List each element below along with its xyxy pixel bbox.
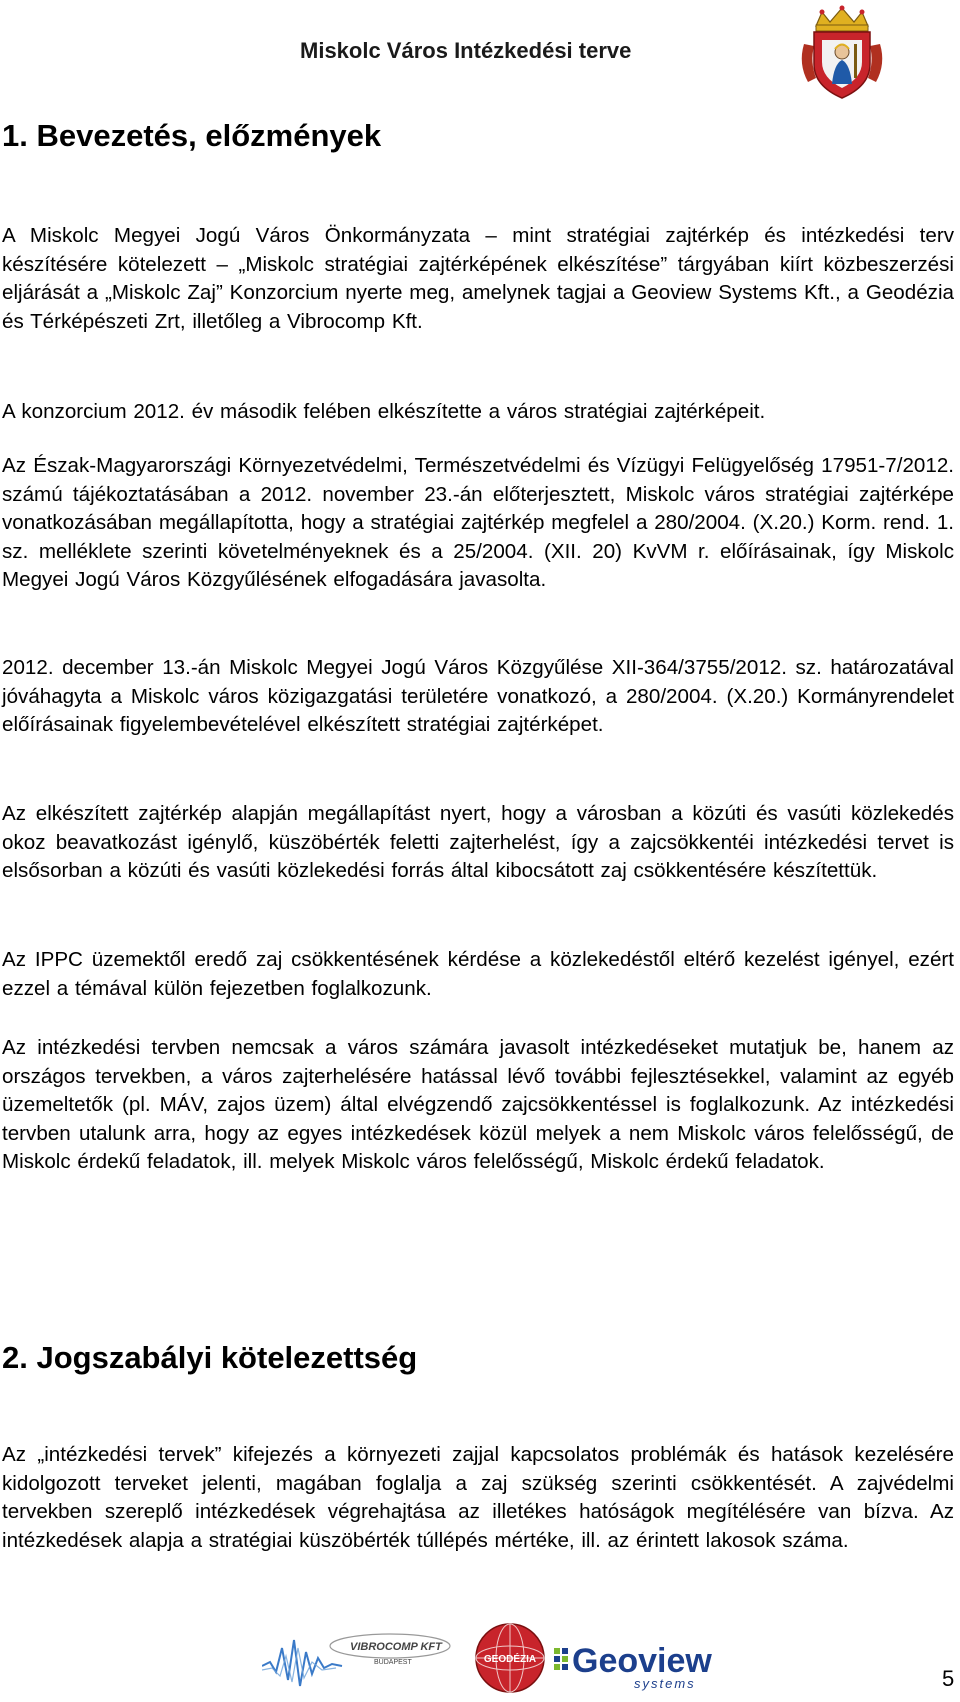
header-title: Miskolc Város Intézkedési terve [300, 38, 632, 63]
paragraph: A konzorcium 2012. év második felében elkészítette a város stratégiai zajtérképeit. [2, 400, 766, 423]
geodezia-logo-icon [476, 1624, 544, 1692]
paragraph: Az elkészített zajtérkép alapján megállapítást nyert, hogy a városban a közúti és vasúti közlekedés okoz beavatkozást igénylő, küszöbérték feletti zajterhelést, így a zajcsökkentéi intézkedési tervet is elsősorban a közúti és vasúti közlekedési forrás által kibocsátott zaj csökkentésére készítettük. [2, 802, 954, 883]
svg-text:GEODÉZIA: GEODÉZIA [483, 1654, 537, 1665]
paragraph: Az intézkedési tervben nemcsak a város számára javasolt intézkedéseket mutatjuk be, hanem az országos tervekben, a város zajterhelésére hatással lévő további fejlesztésekkel, valamint az egyéb üzemeltetők (pl. MÁV, zajos üzem) által elvégzendő zajcsökkentéssel is foglalkozunk. Az intézkedési tervben utalunk arra, hogy az egyes intézkedések közül melyek a nem Miskolc város felelősségű, de Miskolc érdekű feladatok, ill. melyek Miskolc város felelősségű, Miskolc érdekű feladatok. [2, 1036, 954, 1174]
svg-text:BUDAPEST: BUDAPEST [374, 1659, 412, 1666]
paragraph: A Miskolc Megyei Jogú Város Önkormányzata – mint stratégiai zajtérkép és intézkedési terv készítésére kötelezett – „Miskolc stratégiai zajtérképének elkészítése” tárgyában kiírt közbeszerzési eljárását a „Miskolc Zaj” Konzorcium nyerte meg, amelynek tagjai a Geoview Systems Kft., a Geodézia és Térképészeti Zrt, illetőleg a Vibrocomp Kft. [2, 224, 954, 333]
svg-text:Geoview: Geoview [572, 1642, 712, 1680]
vibrocomp-logo-icon [262, 1634, 450, 1686]
paragraph: Az Észak-Magyarországi Környezetvédelmi, Természetvédelmi és Vízügyi Felügyelőség 17951-7/2012. számú tájékoztatásában a 2012. november 23.-án előterjesztett, Miskolc város stratégiai zajtérképe vonatkozásában megállapította, hogy a stratégiai zajtérkép megfelel a 280/2004. (X.20.) Korm. rend. 1. sz. melléklete szerinti követelményeknek és a 25/2004. (XII. 20) KvVM r. előírásainak, így Miskolc Megyei Jogú Város Közgyűlésének elfogadására javasolta. [2, 454, 954, 592]
paragraph: Az „intézkedési tervek” kifejezés a környezeti zajjal kapcsolatos problémák és hatások kezelésére kidolgozott terveket jelenti, magában foglalja a zaj szükség szerinti csökkentését. A zajvédelmi tervekben szereplő intézkedések végrehajtása az illetékes hatóságok megítélésére van bízva. Az intézkedések alapja a stratégiai küszöbérték túllépés mértéke, ill. az érintett lakosok száma. [2, 1443, 954, 1552]
page-number: 5 [942, 1666, 955, 1691]
section-heading-legal-obligation: 2. Jogszabályi kötelezettség [2, 1340, 418, 1375]
paragraph: 2012. december 13.-án Miskolc Megyei Jogú Város Közgyűlése XII-364/3755/2012. sz. határozatával jóváhagyta a Miskolc város közigazgatási területére vonatkozó, a 280/2004. (X.20.) Kormányrendelet előírásainak figyelembevételével elkészített stratégiai zajtérképet. [2, 656, 954, 737]
partner-logos [262, 1618, 732, 1700]
svg-text:systems: systems [634, 1676, 696, 1691]
miskolc-coat-of-arms-icon [794, 4, 890, 102]
paragraph: Az IPPC üzemektől eredő zaj csökkentésének kérdése a közlekedéstől eltérő kezelést igényel, ezért ezzel a témával külön fejezetben foglalkozunk. [2, 948, 954, 1000]
section-heading-introduction: 1. Bevezetés, előzmények [2, 118, 382, 153]
svg-text:VIBROCOMP KFT: VIBROCOMP KFT [350, 1641, 442, 1653]
geoview-logo-icon [554, 1642, 712, 1691]
